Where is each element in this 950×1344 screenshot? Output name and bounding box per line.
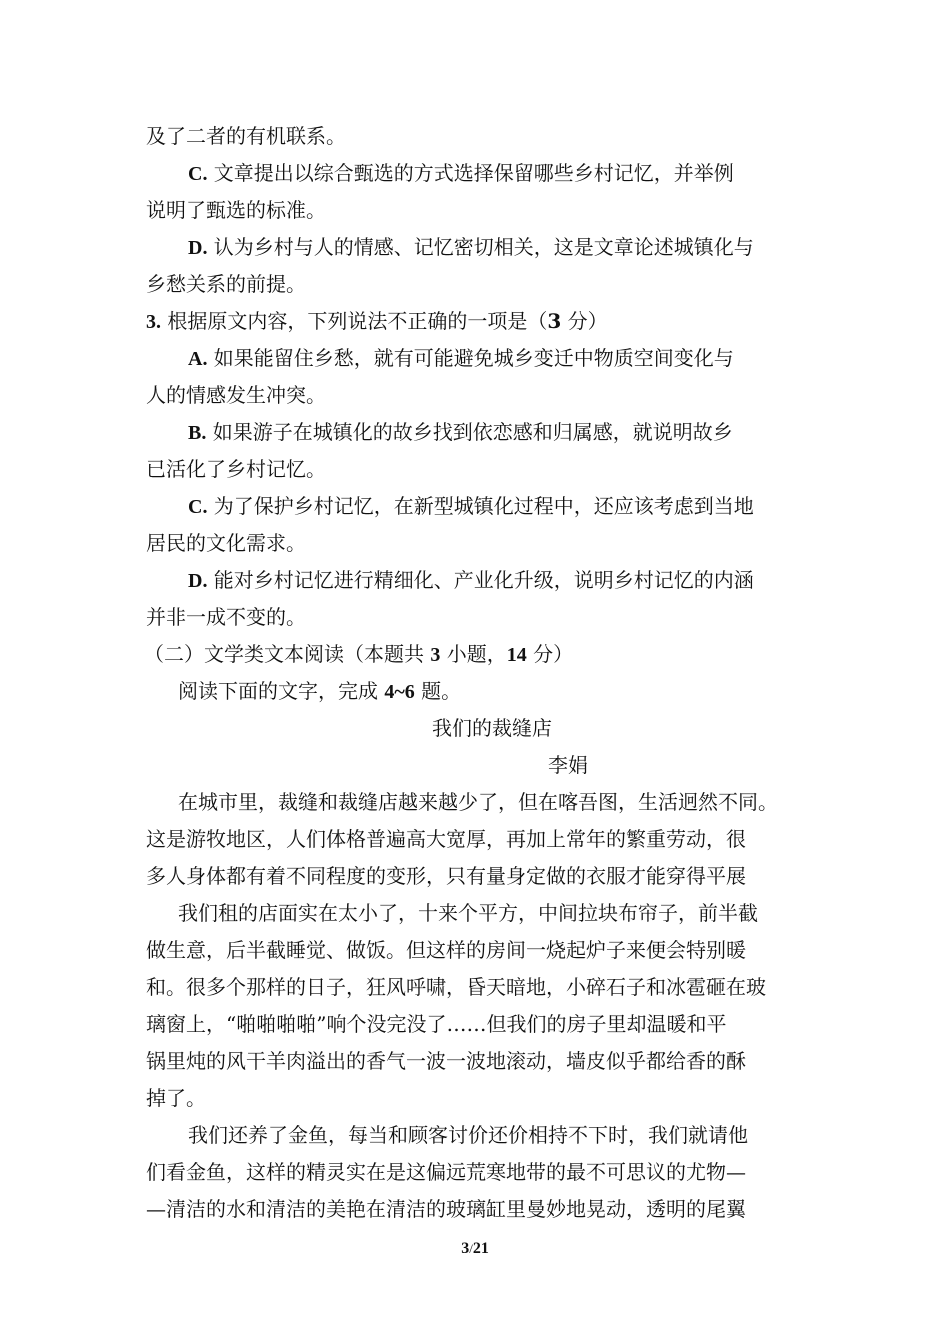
line-text: 说明了甄选的标准。 [146, 198, 326, 222]
line-text: 如果能留住乡愁，就有可能避免城乡变迁中物质空间变化与 [207, 346, 734, 370]
option-c-line [144, 488, 810, 525]
page-current: 3 [461, 1240, 470, 1257]
text-line [144, 599, 810, 636]
paragraph-line: 和。很多个那样的日子，狂风呼啸，昏天暗地，小碎石子和冰雹砸在玻 [146, 975, 766, 999]
article-author: 李娟 [548, 753, 588, 777]
paragraph-line: 们看金鱼，这样的精灵实在是这偏远荒寒地带的最不可思议的尤物— [146, 1160, 746, 1184]
line-text: 根据原文内容，下列说法不正确的一项是（ [161, 309, 548, 333]
section-heading [144, 636, 810, 673]
option-letter: D. [188, 570, 208, 592]
paragraph-line: 多人身体都有着不同程度的变形，只有量身定做的衣服才能穿得平展 [146, 864, 746, 888]
paragraph-line: 这是游牧地区，人们体格普遍高大宽厚，再加上常年的繁重劳动，很 [146, 827, 746, 851]
option-d-line [144, 562, 810, 599]
question-3-line [144, 303, 810, 340]
text-line [144, 118, 810, 155]
line-text: 乡愁关系的前提。 [146, 272, 306, 296]
article-title: 我们的裁缝店 [432, 716, 552, 740]
page-number [0, 1240, 950, 1258]
score-total: 14 [506, 644, 527, 666]
question-number: 3. [146, 311, 161, 333]
heading-text: （二）文学类文本阅读（本题共 [144, 642, 431, 666]
heading-text: 分） [526, 642, 574, 666]
option-b-line [144, 414, 810, 451]
line-text: 并非一成不变的。 [146, 605, 306, 629]
paragraph-line: 在城市里，裁缝和裁缝店越来越少了，但在喀吾图，生活迥然不同。 [178, 790, 778, 814]
paragraph-line: 做生意，后半截睡觉、做饭。但这样的房间一烧起炉子来便会特别暖 [146, 938, 746, 962]
line-text: 如果游子在城镇化的故乡找到依恋感和归属感，就说明故乡 [206, 420, 733, 444]
page-total: 21 [472, 1240, 489, 1257]
text-line [144, 192, 810, 229]
option-letter: B. [188, 422, 207, 444]
line-text: 人的情感发生冲突。 [146, 383, 326, 407]
question-count: 3 [430, 644, 441, 666]
text-line [144, 451, 810, 488]
text-line [144, 266, 810, 303]
option-letter: D. [188, 237, 208, 259]
line-text: 为了保护乡村记忆，在新型城镇化过程中，还应该考虑到当地 [207, 494, 754, 518]
score-number: 3 [547, 309, 562, 333]
question-range: 4~6 [384, 681, 415, 703]
option-letter: A. [188, 348, 208, 370]
text-line [144, 377, 810, 414]
text-line [144, 525, 810, 562]
option-a-line [144, 340, 810, 377]
line-text-tail: 分） [561, 309, 608, 333]
option-letter: C. [188, 163, 208, 185]
line-text: 能对乡村记忆进行精细化、产业化升级，说明乡村记忆的内涵 [207, 568, 754, 592]
paragraph-line: 我们租的店面实在太小了，十来个平方，中间拉块布帘子，前半截 [178, 901, 758, 925]
option-c-line [144, 155, 810, 192]
reading-instruction [144, 673, 810, 710]
paragraph-line: —清洁的水和清洁的美艳在清洁的玻璃缸里曼妙地晃动，透明的尾翼 [146, 1197, 746, 1221]
instruction-text: 题。 [414, 679, 462, 703]
paragraph-line: 锅里炖的风干羊肉溢出的香气一波一波地滚动，墙皮似乎都给香的酥 [146, 1049, 746, 1073]
document-body [144, 118, 810, 1228]
line-text: 已活化了乡村记忆。 [146, 457, 326, 481]
line-text: 居民的文化需求。 [146, 531, 306, 555]
option-letter: C. [188, 496, 208, 518]
line-text: 及了二者的有机联系。 [146, 124, 346, 148]
instruction-text: 阅读下面的文字，完成 [178, 679, 385, 703]
heading-text: 小题， [440, 642, 507, 666]
option-d-line [144, 229, 810, 266]
paragraph-line: 璃窗上，“啪啪啪啪”响个没完没了……但我们的房子里却温暖和平 [146, 1012, 727, 1036]
line-text: 认为乡村与人的情感、记忆密切相关，这是文章论述城镇化与 [207, 235, 754, 259]
paragraph-line: 我们还养了金鱼，每当和顾客讨价还价相持不下时，我们就请他 [188, 1123, 748, 1147]
line-text: 文章提出以综合甄选的方式选择保留哪些乡村记忆，并举例 [207, 161, 734, 185]
page-separator: / [469, 1241, 473, 1256]
paragraph-line: 掉了。 [146, 1086, 206, 1110]
